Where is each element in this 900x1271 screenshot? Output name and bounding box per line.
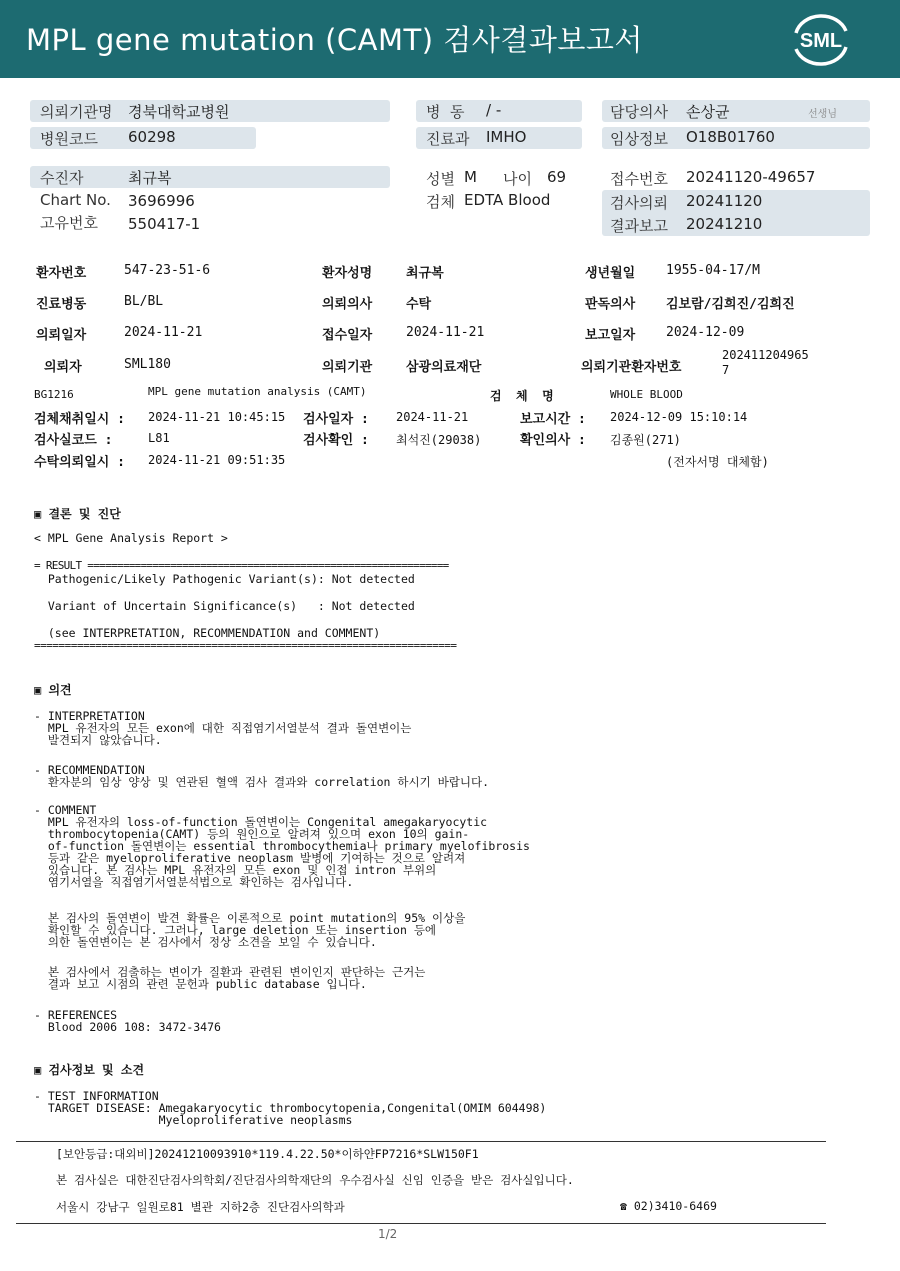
sml-logo-icon <box>790 13 852 67</box>
collect-label: 검체채취일시 : <box>34 412 126 427</box>
result-pathogenic: Pathogenic/Likely Pathogenic Variant(s): Not detected <box>34 572 415 586</box>
received-value: 2024-11-21 09:51:35 <box>148 453 286 467</box>
pb-label: 접수일자 <box>322 328 373 343</box>
confirm-doctor-value: 김종원(271) <box>610 433 681 447</box>
test-code: BG1216 <box>34 388 74 401</box>
institution-label: 의뢰기관명 <box>40 103 113 121</box>
receipt-value: 20241120-49657 <box>686 168 816 186</box>
pb-label: 의뢰자 <box>44 360 82 375</box>
received-label: 수탁의뢰일시 : <box>34 455 126 470</box>
ward-label: 병 동 <box>426 103 465 121</box>
pb-label: 판독의사 <box>585 297 636 312</box>
report-label: 결과보고 <box>610 217 668 235</box>
comment-evidence: 본 검사에서 검출하는 변이가 질환과 관련된 변이인지 판단하는 근거는 결과 보고 시점의 관련 문헌과 public database 입니다. <box>47 965 426 991</box>
age-value: 69 <box>547 168 567 186</box>
pb-value: 2024-12-09 <box>666 325 745 340</box>
result-rule: = RESULT ============================================================= <box>34 559 449 572</box>
result-vus: Variant of Uncertain Significance(s) : Not detected <box>34 599 415 613</box>
sex-label: 성별 <box>426 170 455 188</box>
lab-code-value: L81 <box>148 431 170 445</box>
lab-code-label: 검사실코드 : <box>34 433 113 448</box>
testinfo-heading: ▣ 검사정보 및 소견 <box>34 1063 145 1077</box>
pb-value: BL/BL <box>124 294 164 309</box>
clinical-label: 임상정보 <box>610 130 668 148</box>
test-name: MPL gene mutation analysis (CAMT) <box>148 385 367 398</box>
comment-text: - COMMENT MPL 유전자의 loss-of-function 돌연변이는 Congenital amegakaryocytic thrombocytopenia(CAMT) 등의 원인으로 알려져 있으며 exon 10의 gain- of-function 돌연변이는 essential thrombocythemia나 primary myelofibrosis 등과 같은 myeloproliferative neoplasm 발병에 기여하는 것으로 알려져 있습니다. 본 검사는 MPL 유전자의 모든 exon 및 인접 intron 부위의 염기서열을 직접염기서열분석법으로 확인하는 검사입니다. <box>34 803 530 889</box>
report-subtitle: < MPL Gene Analysis Report > <box>34 531 228 545</box>
unique-value: 550417-1 <box>128 215 201 233</box>
age-label: 나이 <box>503 170 532 188</box>
pb-label: 보고일자 <box>585 328 636 343</box>
esign-note: (전자서명 대체함) <box>666 455 769 469</box>
chart-value: 3696996 <box>128 192 195 210</box>
pb-label: 환자성명 <box>322 266 373 281</box>
footer-bottom-rule <box>16 1223 826 1224</box>
pb-value: 2024-11-21 <box>406 325 485 340</box>
pb-label: 의뢰의사 <box>322 297 373 312</box>
receipt-label: 접수번호 <box>610 170 668 188</box>
hospital-code-value: 60298 <box>128 128 176 146</box>
result-end-rule: ===================================================================== <box>34 639 457 652</box>
specimen-value: WHOLE BLOOD <box>610 388 683 401</box>
report-time-value: 2024-12-09 15:10:14 <box>610 410 748 424</box>
doctor-value: 손상균 <box>686 103 730 121</box>
patient-value: 최규복 <box>128 169 172 187</box>
interpretation-text: - INTERPRETATION MPL 유전자의 모든 exon에 대한 직접염기서열분석 결과 돌연변이는 발견되지 않았습니다. <box>34 709 412 747</box>
report-value: 20241210 <box>686 215 763 233</box>
confirm-value: 최석진(29038) <box>396 433 482 447</box>
report-time-label: 보고시간 : <box>520 412 586 427</box>
pb-value: 202411204965 <box>722 348 809 362</box>
unique-label: 고유번호 <box>40 214 98 232</box>
phone-text: ☎ 02)3410-6469 <box>620 1199 717 1213</box>
request-label: 검사의뢰 <box>610 194 668 212</box>
opinion-heading: ▣ 의견 <box>34 683 72 697</box>
confirm-label: 검사확인 : <box>303 433 369 448</box>
certification-text: 본 검사실은 대한진단검사의학회/진단검사의학재단의 우수검사실 신임 인증을 받은 검사실입니다. <box>56 1173 574 1187</box>
pb-value: 2024-11-21 <box>124 325 203 340</box>
sex-value: M <box>464 168 477 186</box>
pb-value: 김보람/김희진/김희진 <box>666 297 795 312</box>
request-value: 20241120 <box>686 192 763 210</box>
pb-value: SML180 <box>124 357 171 372</box>
confirm-doctor-label: 확인의사 : <box>520 433 586 448</box>
footer-top-rule <box>16 1141 826 1142</box>
dept-label: 진료과 <box>426 130 470 148</box>
pb-label: 의뢰기관 <box>322 360 373 375</box>
dept-value: IMHO <box>486 128 527 146</box>
pb-label: 환자번호 <box>36 266 87 281</box>
exam-date-value: 2024-11-21 <box>396 410 469 424</box>
patient-row-bg <box>30 166 390 188</box>
report-title: MPL gene mutation (CAMT) 검사결과보고서 <box>26 23 643 57</box>
pb-value: 삼광의료재단 <box>406 360 482 375</box>
references-text: - REFERENCES Blood 2006 108: 3472-3476 <box>34 1008 221 1034</box>
pb-value: 1955-04-17/M <box>666 263 760 278</box>
report-header <box>0 0 900 78</box>
recommendation-text: - RECOMMENDATION 환자분의 임상 양상 및 연관된 혈액 검사 결과와 correlation 하시기 바랍니다. <box>34 763 489 789</box>
clinical-value: O18B01760 <box>686 128 775 146</box>
pb-label: 진료병동 <box>36 297 87 312</box>
doctor-suffix: 선생님 <box>808 109 837 120</box>
hospital-code-label: 병원코드 <box>40 130 98 148</box>
collect-value: 2024-11-21 10:45:15 <box>148 410 286 424</box>
exam-date-label: 검사일자 : <box>303 412 369 427</box>
conclusion-heading: ▣ 결론 및 진단 <box>34 507 121 521</box>
patient-label: 수진자 <box>40 169 84 187</box>
page-number: 1/2 <box>378 1227 398 1241</box>
security-line: [보안등급:대외비]20241210093910*119.4.22.50*이하얀FP7216*SLW150F1 <box>56 1147 479 1161</box>
logo-text: SML <box>799 30 843 52</box>
pb-value: 547-23-51-6 <box>124 263 211 278</box>
pb-label: 의뢰일자 <box>36 328 87 343</box>
comment-probability: 본 검사의 돌연변이 발견 확률은 이론적으로 point mutation의 95% 이상을 확인할 수 있습니다. 그러나, large deletion 또는 insertion 등에 의한 돌연변이는 본 검사에서 정상 소견을 보일 수 있습니다. <box>47 911 466 949</box>
testinfo-text: - TEST INFORMATION TARGET DISEASE: Amegakaryocytic thrombocytopenia,Congenital(OMIM 604498) Myeloproliferative neoplasms <box>34 1089 547 1127</box>
pb-value: 수탁 <box>406 297 432 312</box>
doctor-label: 담당의사 <box>610 103 668 121</box>
specimen-label: 검 체 명 <box>490 389 554 403</box>
pb-label: 생년월일 <box>585 266 636 281</box>
pb-value-cont: 7 <box>722 363 730 377</box>
address-text: 서울시 강남구 일원로81 별관 지하2층 진단검사의학과 <box>56 1200 345 1214</box>
result-see-note: (see INTERPRETATION, RECOMMENDATION and COMMENT) <box>34 626 381 640</box>
institution-value: 경북대학교병원 <box>128 103 230 121</box>
specimen-value: EDTA Blood <box>464 191 551 209</box>
chart-label: Chart No. <box>40 191 111 209</box>
pb-label: 의뢰기관환자번호 <box>581 360 682 375</box>
ward-value: / - <box>486 101 502 119</box>
specimen-label: 검체 <box>426 193 455 211</box>
pb-value: 최규복 <box>406 266 444 281</box>
